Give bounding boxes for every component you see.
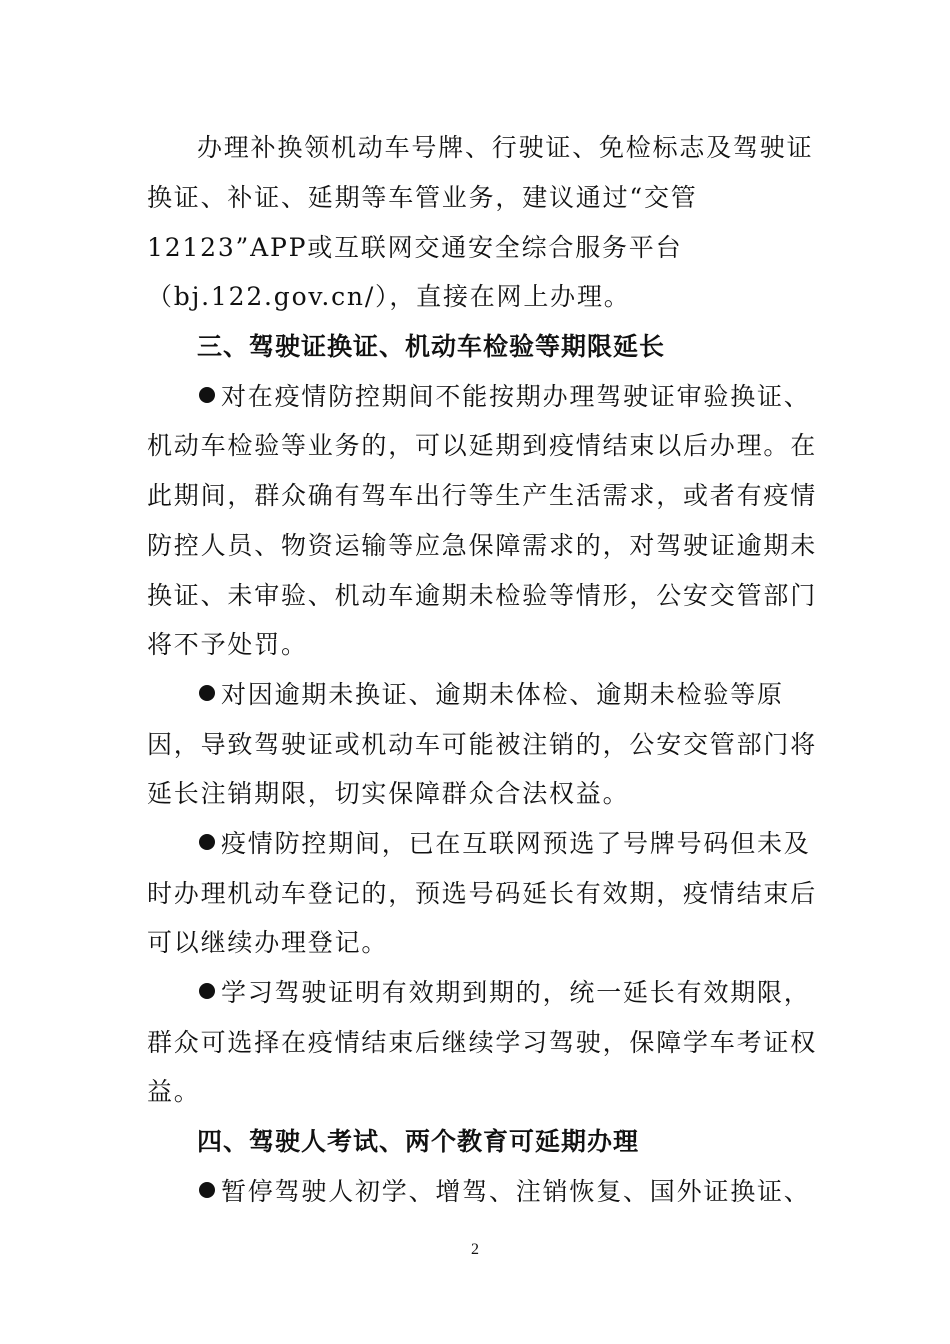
paragraph-line [147,874,818,914]
paragraph-line [147,725,818,765]
line-text: 时办理机动车登记的，预选号码延长有效期，疫情结束后 [147,879,818,908]
line-text: 因，导致驾驶证或机动车可能被注销的，公安交管部门将 [147,730,818,759]
line-text: 暂停驾驶人初学、增驾、注销恢复、国外证换证、 [221,1177,811,1206]
section-heading-3 [197,327,787,367]
paragraph-line [147,277,787,317]
line-text: 12123”APP或互联网交通安全综合服务平台 [147,233,683,262]
page-number: 2 [471,1241,479,1258]
line-text: 学习驾驶证明有效期到期的，统一延长有效期限， [221,978,811,1007]
paragraph-line [147,774,787,814]
line-text: 机动车检验等业务的，可以延期到疫情结束以后办理。在 [147,431,818,460]
line-text: 群众可选择在疫情结束后继续学习驾驶，保障学车考证权 [147,1028,818,1057]
line-text: 对因逾期未换证、逾期未体检、逾期未检验等原 [221,680,784,709]
line-text: 对在疫情防控期间不能按期办理驾驶证审验换证、 [221,382,811,411]
paragraph-line [147,426,818,466]
paragraph-line [147,625,787,665]
paragraph-line [147,476,818,516]
line-text: 换证、补证、延期等车管业务，建议通过“交管 [147,183,698,212]
paragraph-line [147,1023,818,1063]
paragraph-line [147,228,787,268]
paragraph-line [147,576,818,616]
paragraph-line [197,128,814,168]
bullet-icon [197,981,219,1003]
bullet-line [197,824,811,864]
heading-text: 三、驾驶证换证、机动车检验等期限延长 [197,332,666,361]
line-text: 换证、未审验、机动车逾期未检验等情形，公安交管部门 [147,581,818,610]
line-text: 延长注销期限，切实保障群众合法权益。 [147,779,630,808]
line-text: 防控人员、物资运输等应急保障需求的，对驾驶证逾期未 [147,531,818,560]
paragraph-line [147,1072,787,1112]
line-text: 益。 [147,1077,201,1106]
paragraph-line [147,178,787,218]
bullet-icon [197,832,219,854]
bullet-line [197,973,811,1013]
bullet-line [197,1172,811,1212]
paragraph-line [147,923,787,963]
paragraph-line [147,526,818,566]
bullet-line [197,377,811,417]
line-text: 可以继续办理登记。 [147,928,389,957]
line-text: 办理补换领机动车号牌、行驶证、免检标志及驾驶证 [197,133,814,162]
heading-text: 四、驾驶人考试、两个教育可延期办理 [197,1127,640,1156]
line-text: 此期间，群众确有驾车出行等生产生活需求，或者有疫情 [147,481,818,510]
section-heading-4 [197,1122,787,1162]
line-text: 将不予处罚。 [147,630,308,659]
bullet-line [197,675,787,715]
line-text: （bj.122.gov.cn/），直接在网上办理。 [147,282,631,311]
bullet-icon [197,683,219,705]
line-text: 疫情防控期间，已在互联网预选了号牌号码但未及 [221,829,811,858]
bullet-icon [197,385,219,407]
bullet-icon [197,1180,219,1202]
